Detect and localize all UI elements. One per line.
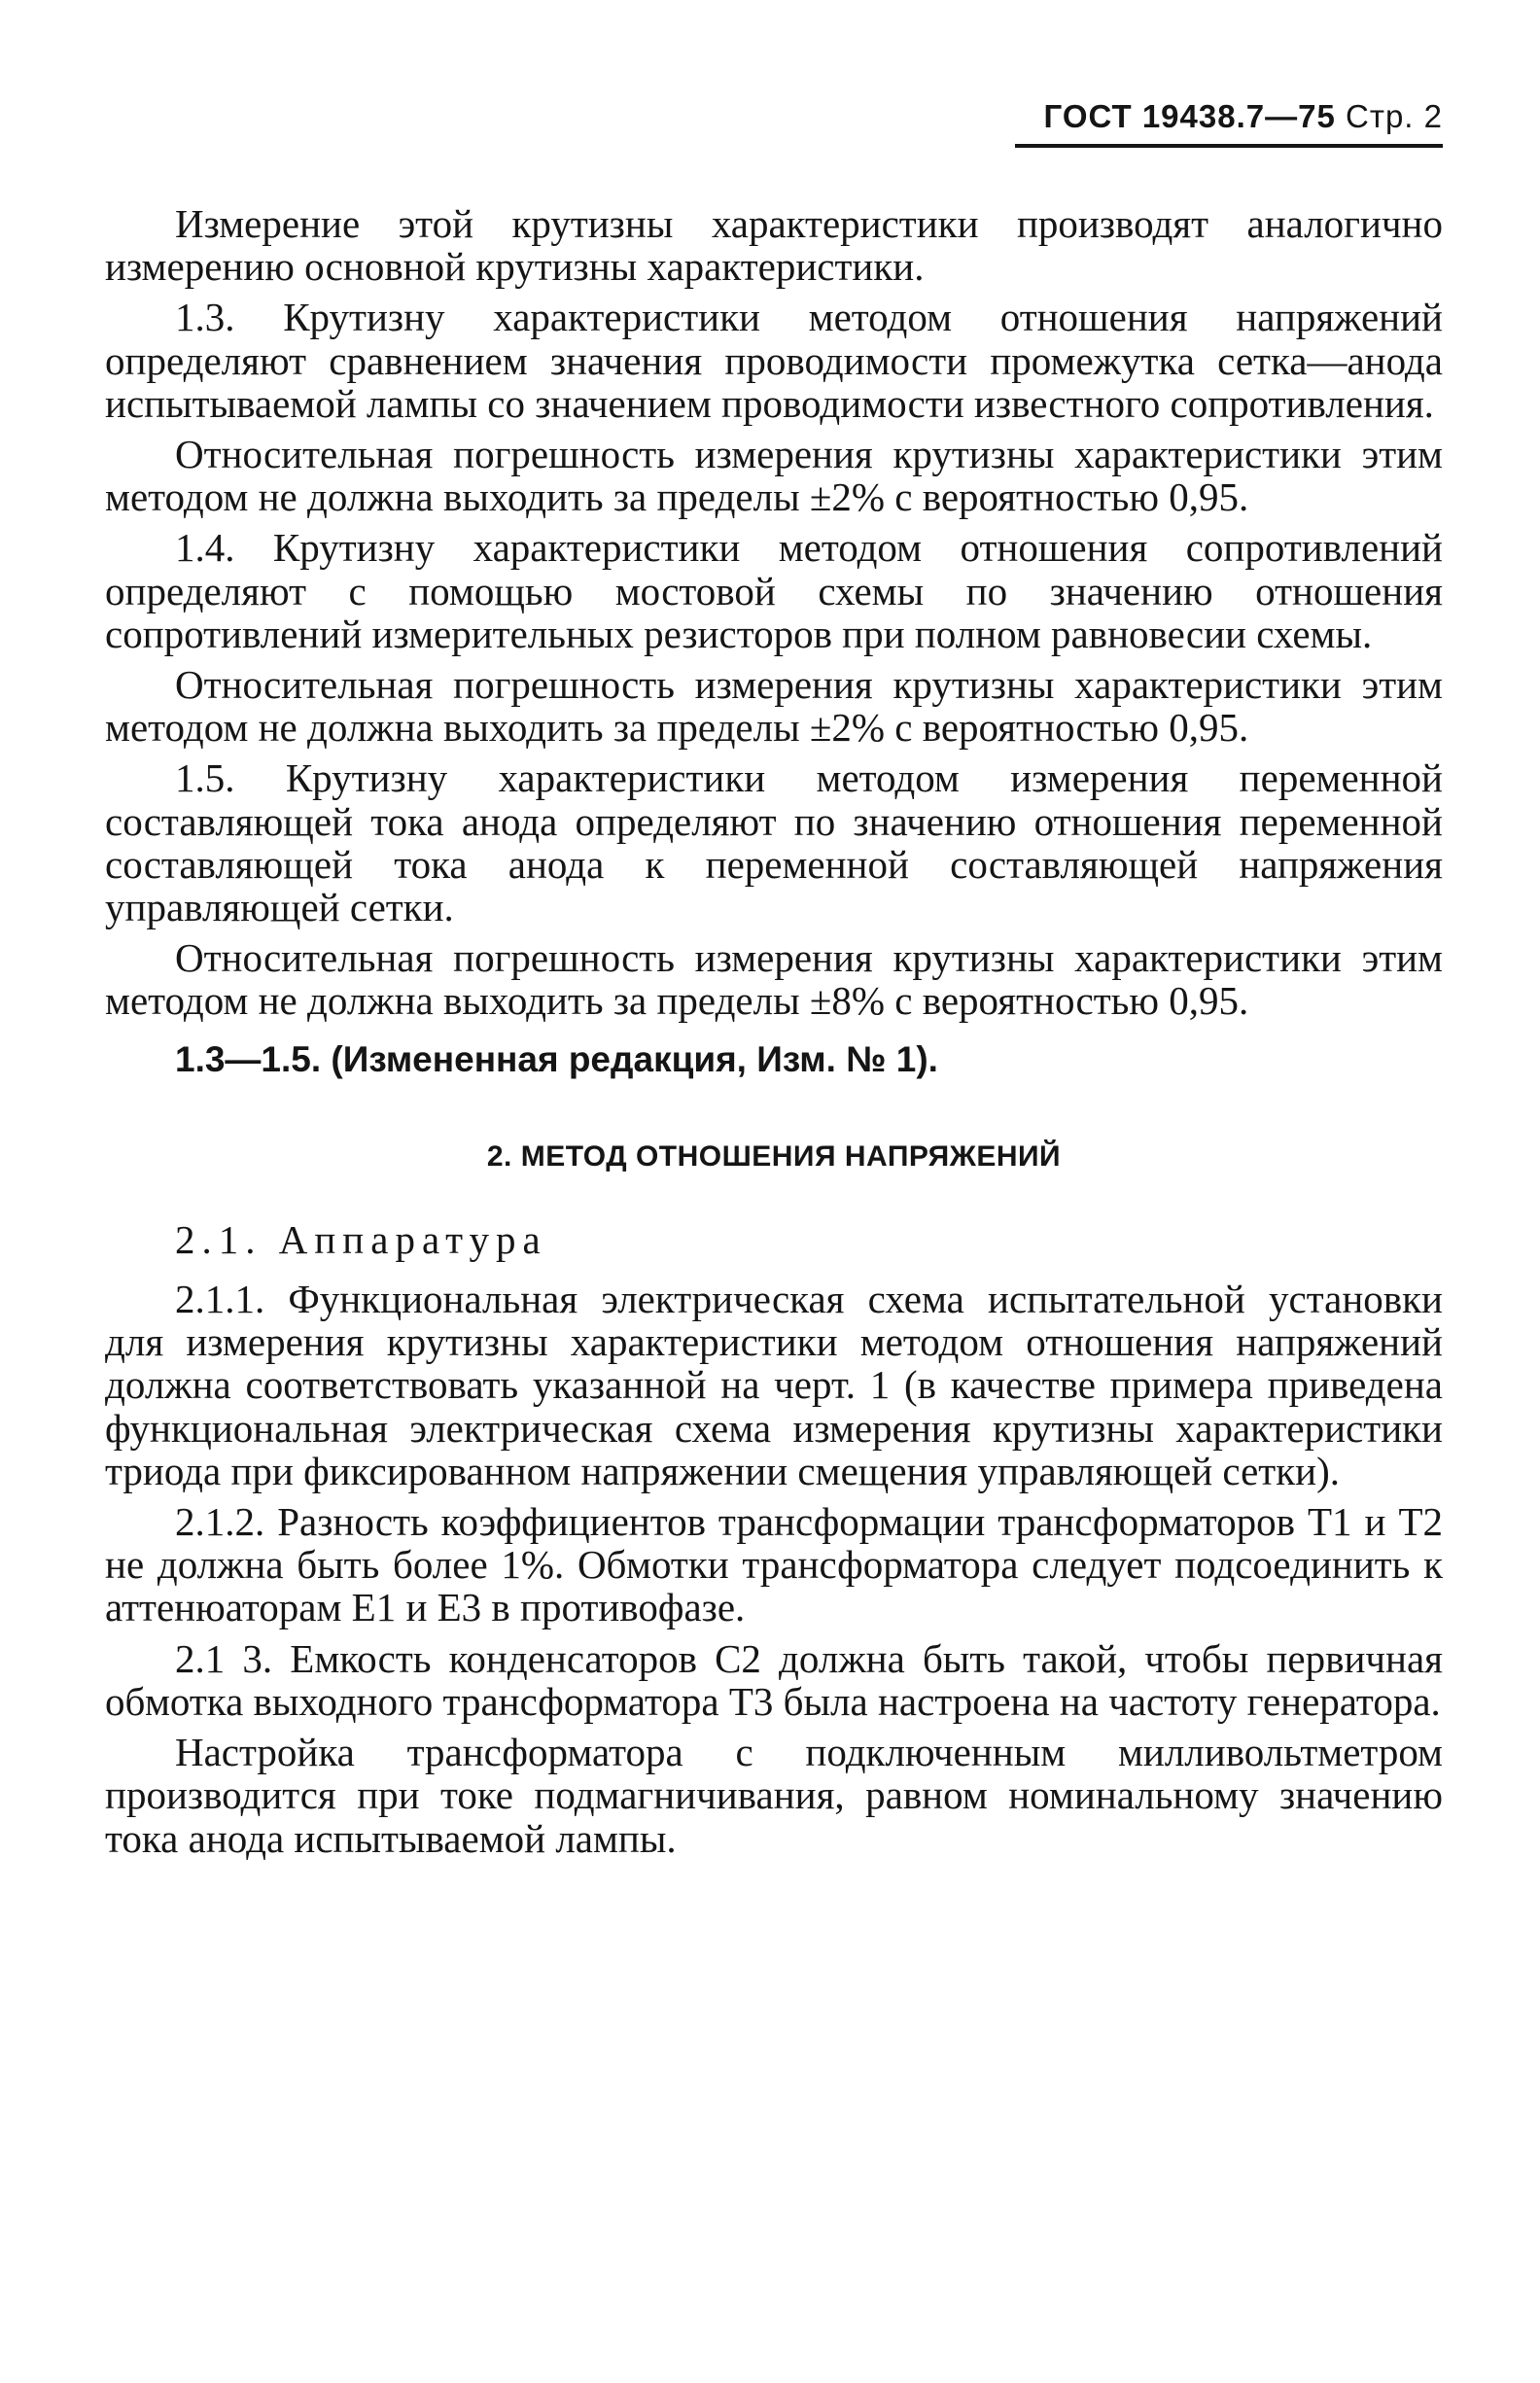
header-rule: [1015, 144, 1443, 148]
paragraph: Относительная погрешность измерения крутизны характеристики этим методом не должна выходить за пределы ±2% с вероятностью 0,95.: [105, 432, 1443, 520]
paragraph: Относительная погрешность измерения крутизны характеристики этим методом не должна выходить за пределы ±2% с вероятностью 0,95.: [105, 662, 1443, 751]
paragraph: 2.1.2. Разность коэффициентов трансформации трансформаторов Т1 и Т2 не должна быть более 1%. Обмотки трансформатора следует подсоединить к аттенюаторам Е1 и Е3 в противофазе.: [105, 1499, 1443, 1630]
paragraph: Настройка трансформатора с подключенным милливольтметром производится при токе подмагничивания, равном номинальному значению тока анода испытываемой лампы.: [105, 1730, 1443, 1861]
paragraph: 2.1 3. Емкость конденсаторов С2 должна быть такой, чтобы первичная обмотка выходного трансформатора Т3 была настроена на частоту генератора.: [105, 1635, 1443, 1724]
section-title: 2. МЕТОД ОТНОШЕНИЯ НАПРЯЖЕНИЙ: [486, 1139, 1062, 1173]
paragraph: Измерение этой крутизны характеристики производят аналогично измерению основной крутизны характеристики.: [105, 201, 1443, 290]
page-number: Стр. 2: [1346, 98, 1443, 134]
document-page: [105, 97, 1443, 1868]
amendment-note: 1.3—1.5. (Измененная редакция, Изм. № 1).: [175, 1038, 938, 1079]
document-body: [105, 202, 1443, 1860]
paragraph: 1.5. Крутизну характеристики методом измерения переменной составляющей тока анода определяют по значению отношения переменной составляющей тока анода к переменной составляющей напряжения управляющей сетки.: [105, 755, 1443, 930]
paragraph: 1.4. Крутизну характеристики методом отношения сопротивлений определяют с помощью мостовой схемы по значению отношения сопротивлений измерительных резисторов при полном равновесии схемы.: [105, 525, 1443, 656]
running-header: [105, 97, 1443, 144]
doc-code: ГОСТ 19438.7—75: [1043, 98, 1336, 134]
paragraph: 2.1.1. Функциональная электрическая схема испытательной установки для измерения крутизны характеристики методом отношения напряжений должна соответствовать указанной на черт. 1 (в качестве примера приведена функциональная электрическая схема измерения крутизны характеристики триода при фиксированном напряжении смещения управляющей сетки).: [105, 1277, 1443, 1493]
subheading: 2.1. Аппаратура: [175, 1217, 547, 1263]
paragraph: Относительная погрешность измерения крутизны характеристики этим методом не должна выходить за пределы ±8% с вероятностью 0,95.: [105, 935, 1443, 1024]
paragraph: 1.3. Крутизну характеристики методом отношения напряжений определяют сравнением значения проводимости промежутка сетка—анода испытываемой лампы со значением проводимости известного сопротивления.: [105, 295, 1443, 426]
